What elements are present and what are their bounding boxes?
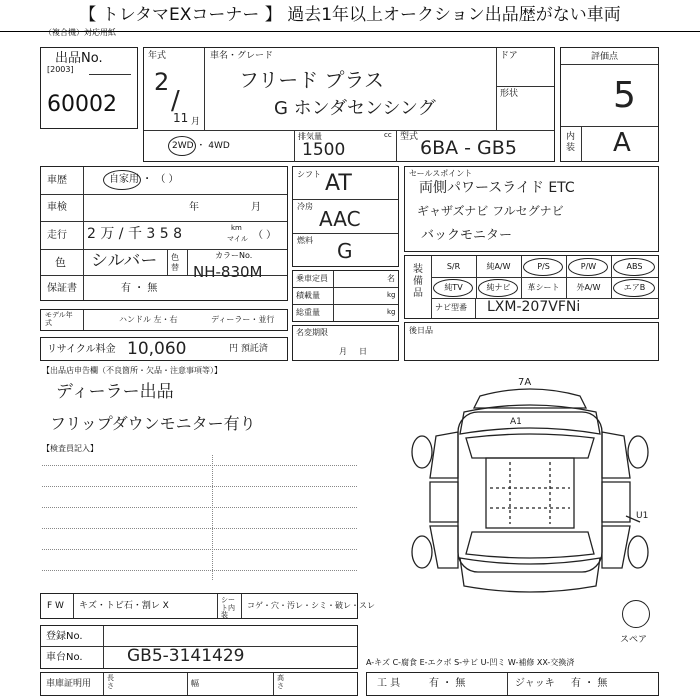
year-month-value: 11 xyxy=(173,111,189,125)
color-code-label: カラーNo. xyxy=(215,251,253,260)
registration-box xyxy=(40,625,358,669)
gross-label: 総重量 xyxy=(296,308,320,317)
lot-label: 出品No. xyxy=(55,51,103,66)
lot-number: 60002 xyxy=(47,92,117,117)
equipment-abs-circle xyxy=(613,258,655,276)
equipment-box xyxy=(404,255,659,319)
damage-mark-front-inner: A1 xyxy=(510,417,522,427)
displacement-value: 1500 xyxy=(302,140,346,160)
door-label: ドア xyxy=(500,51,518,61)
shift-label: シフト xyxy=(297,170,321,179)
equipment-ps-circle xyxy=(523,258,563,276)
color-value: シルバー xyxy=(91,251,158,271)
gross-unit: kg xyxy=(387,308,396,316)
model-grade: G ホンダセンシング xyxy=(274,98,436,119)
fuel-value: G xyxy=(337,239,353,263)
equipment-item: 純A/W xyxy=(486,262,511,271)
damage-legend: A-キズ C-腐食 E-エクボ S-サビ U-凹ミ W-補修 XX-交換済 xyxy=(366,658,575,667)
sales-point-label: セールスポイント xyxy=(409,169,473,178)
interior-label: 内装 xyxy=(566,132,576,153)
jack-value: 有 ・ 無 xyxy=(571,678,608,689)
post-repair-label: 後日品 xyxy=(409,326,433,335)
warranty-label: 保証書 xyxy=(47,283,77,294)
aircon-value: AAC xyxy=(319,207,361,231)
equipment-item: P/S xyxy=(537,262,550,271)
mileage-label: 走行 xyxy=(47,230,67,241)
spare-wheel-icon xyxy=(622,600,650,628)
seat-label: シート内装 xyxy=(221,596,235,620)
fuel-label: 燃料 xyxy=(297,236,313,245)
chassis-label: 車台No. xyxy=(46,652,83,663)
model-name: フリード プラス xyxy=(239,68,384,92)
capacity-box xyxy=(292,270,399,322)
interior-value: A xyxy=(613,128,631,158)
displacement-label: 排気量 xyxy=(298,132,322,141)
mileage-unit-mile: マイル xyxy=(227,235,248,243)
score-box xyxy=(560,47,659,162)
certificate-row xyxy=(40,672,358,696)
score-value: 5 xyxy=(613,75,636,116)
fw-seat-row xyxy=(40,593,375,620)
inspection-year-unit: 年 xyxy=(189,202,199,213)
warranty-value: 有 ・ 無 xyxy=(121,283,158,294)
inspection-month-unit: 月 xyxy=(251,202,261,213)
color-label: 色 xyxy=(55,256,66,269)
history-value: 自家用 ・ （ ） xyxy=(109,174,179,185)
equipment-item: 純TV xyxy=(444,283,463,292)
page-banner: 【 トレタマEXコーナー 】 過去1年以上オークション出品歴がない車両 xyxy=(0,0,700,32)
navi-model-label: ナビ型番 xyxy=(435,303,467,312)
navi-model-value: LXM-207VFNi xyxy=(487,299,581,315)
damage-mark-side: U1 xyxy=(636,511,649,521)
damage-mark-front: 7A xyxy=(518,377,532,388)
load-label: 積載量 xyxy=(296,291,320,300)
seller-notes-label: 【出品店申告欄（不良箇所・欠品・注意事項等）】 xyxy=(42,366,222,375)
certificate-label: 車庫証明用 xyxy=(46,679,92,689)
form-subtitle: （複合機）対応用紙 xyxy=(44,28,116,37)
aircon-label: 冷房 xyxy=(297,202,313,211)
shape-label: 形状 xyxy=(500,89,519,99)
mileage-unit-km: km xyxy=(231,224,242,232)
equipment-item: エアB xyxy=(623,283,646,292)
equipment-navi-circle xyxy=(478,279,518,297)
shift-value: AT xyxy=(325,171,352,196)
year-month-unit: 月 xyxy=(191,117,201,127)
seller-notes-line2: フリップダウンモニター有り xyxy=(50,414,256,433)
car-diagram-svg xyxy=(400,372,660,610)
history-private-circle xyxy=(103,170,141,190)
fw-text: キズ・トビ石・割レ X xyxy=(79,601,169,611)
recycle-value: 10,060 xyxy=(127,339,187,359)
dealer-option: ディーラー・並行 xyxy=(211,315,275,324)
equipment-pw-circle xyxy=(568,258,608,276)
sales-point-line2: ギャザズナビ フルセグナビ xyxy=(417,204,564,218)
recycle-unit: 円 預託済 xyxy=(229,344,268,354)
equipment-tv-circle xyxy=(433,279,473,297)
tools-value: 有 ・ 無 xyxy=(429,678,466,689)
vehicle-header-box: 年式 2 / 11 月 車名・グレード フリード プラス G ホンダセンシング ドア 形状 2WD ・ 4WD 排気量 1500 cc 型式 6BA - GB5 xyxy=(143,47,555,162)
displacement-unit: cc xyxy=(384,131,392,139)
handle-option: ハンドル 左・右 xyxy=(119,315,178,324)
change-date-unit: 月日 xyxy=(339,347,379,356)
sales-point-box xyxy=(404,166,659,252)
color-change-label: 色替 xyxy=(171,253,179,272)
post-repair-box xyxy=(404,322,659,361)
color-code-value: NH-830M xyxy=(193,263,263,281)
seller-notes-line1: ディーラー出品 xyxy=(56,382,174,402)
tools-row xyxy=(366,672,659,696)
drive-label: 2WD ・ 4WD xyxy=(172,141,230,151)
change-date-label: 名変期限 xyxy=(296,328,328,337)
lot-box xyxy=(40,47,138,129)
recycle-label: リサイクル料金 xyxy=(47,344,116,355)
recycle-row xyxy=(40,337,288,361)
car-damage-diagram xyxy=(400,372,660,610)
year-era-value: 2 xyxy=(154,68,170,96)
details-box xyxy=(40,166,288,301)
load-unit: kg xyxy=(387,291,396,299)
type-value: 6BA - GB5 xyxy=(420,137,517,159)
score-label: 評価点 xyxy=(591,52,619,62)
equipment-item: S/R xyxy=(446,262,461,271)
type-label: 型式 xyxy=(400,132,419,142)
inspection-label: 車検 xyxy=(47,202,67,213)
tools-label: 工 具 xyxy=(377,678,401,689)
spare-label: スペア xyxy=(620,635,648,645)
equipment-airbag-circle xyxy=(613,279,655,297)
capacity-unit: 名 xyxy=(387,274,395,283)
lot-stamp: [2003] xyxy=(47,65,74,74)
capacity-label: 乗車定員 xyxy=(296,274,328,283)
equipment-item: 外A/W xyxy=(576,283,601,292)
equipment-label: 装備品 xyxy=(413,264,423,299)
chassis-value: GB5-3141429 xyxy=(127,646,245,666)
model-label: 車名・グレード xyxy=(210,51,274,61)
registration-label: 登録No. xyxy=(46,631,83,642)
model-year-label: モデル年式 xyxy=(45,311,73,327)
jack-label: ジャッキ xyxy=(515,678,555,689)
equipment-item: P/W xyxy=(580,262,597,271)
equipment-item: 純ナビ xyxy=(486,283,511,292)
fw-label: F W xyxy=(47,601,64,611)
sales-point-line1: 両側パワースライド ETC xyxy=(419,180,575,196)
history-label: 車歴 xyxy=(47,175,67,186)
inspector-label: 【検査員記入】 xyxy=(42,444,98,453)
length-label: 長さ xyxy=(107,674,114,690)
shift-box xyxy=(292,166,399,267)
width-label: 幅 xyxy=(191,679,199,688)
equipment-item: 革シート xyxy=(527,283,560,292)
seat-text: コゲ・穴・汚レ・シミ・破レ・スレ xyxy=(247,601,375,610)
height-label: 高さ xyxy=(277,674,284,690)
mileage-value: 2 万 / 千 3 5 8 xyxy=(87,226,183,242)
equipment-item: ABS xyxy=(626,262,643,271)
year-label: 年式 xyxy=(148,51,167,61)
change-date-box xyxy=(292,325,399,361)
mileage-paren: （ ） xyxy=(253,230,277,241)
model-year-row xyxy=(40,309,288,331)
sales-point-line3: バックモニター xyxy=(421,228,513,243)
